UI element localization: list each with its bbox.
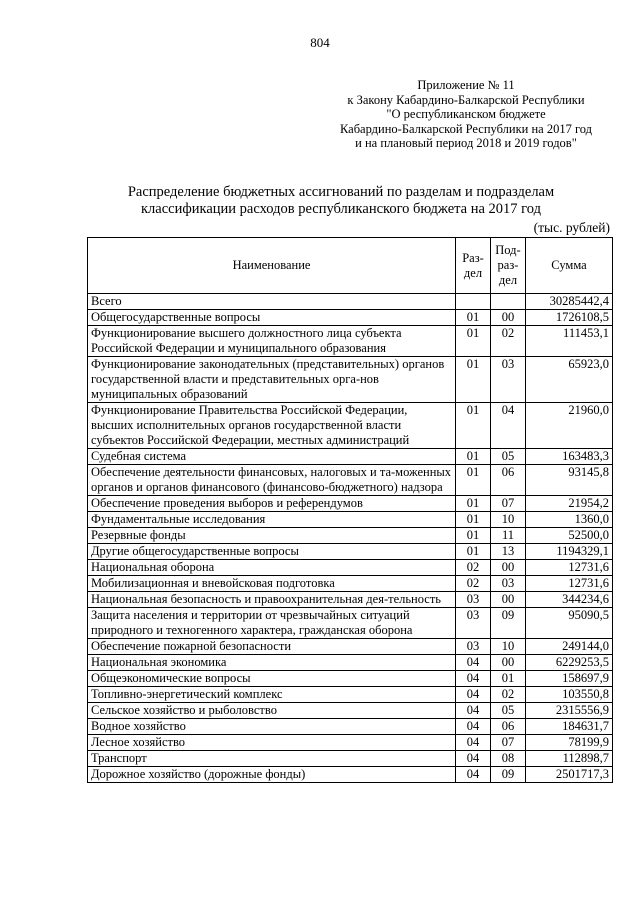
row-sum-cell: 249144,0 [526, 639, 613, 655]
row-sum-cell: 1726108,5 [526, 310, 613, 326]
row-section-cell: 01 [456, 403, 491, 449]
row-name-cell: Водное хозяйство [88, 719, 456, 735]
row-name-cell: Лесное хозяйство [88, 735, 456, 751]
table-row [88, 465, 613, 496]
row-sum-cell: 112898,7 [526, 751, 613, 767]
row-subsection-cell: 05 [491, 449, 526, 465]
row-section-cell: 04 [456, 751, 491, 767]
row-name-cell: Резервные фонды [88, 528, 456, 544]
row-name-cell: Общегосударственные вопросы [88, 310, 456, 326]
appendix-line: Кабардино-Балкарской Республики на 2017 год [339, 121, 593, 136]
table-row [88, 592, 613, 608]
header-name: Наименование [88, 238, 456, 294]
row-subsection-cell: 01 [491, 671, 526, 687]
row-name-cell: Другие общегосударственные вопросы [88, 544, 456, 560]
row-subsection-cell: 03 [491, 357, 526, 403]
row-subsection-cell: 10 [491, 512, 526, 528]
header-sum: Сумма [526, 238, 613, 294]
table-row [88, 357, 613, 403]
row-sum-cell: 21954,2 [526, 496, 613, 512]
title-line: Распределение бюджетных ассигнований по разделам и подразделам [127, 184, 555, 200]
row-sum-cell: 21960,0 [526, 403, 613, 449]
row-name-cell: Мобилизационная и вневойсковая подготовка [88, 576, 456, 592]
row-section-cell: 04 [456, 703, 491, 719]
row-section-cell: 01 [456, 544, 491, 560]
document-title [60, 184, 622, 218]
appendix-line: "О республиканском бюджете [386, 107, 546, 121]
row-name-cell: Всего [88, 294, 456, 310]
table-row [88, 403, 613, 449]
row-sum-cell: 52500,0 [526, 528, 613, 544]
row-subsection-cell: 06 [491, 719, 526, 735]
row-sum-cell: 1360,0 [526, 512, 613, 528]
appendix-line: к Закону Кабардино-Балкарской Республики [347, 92, 585, 107]
row-sum-cell: 184631,7 [526, 719, 613, 735]
table-row [88, 544, 613, 560]
row-section-cell: 01 [456, 449, 491, 465]
table-row [88, 528, 613, 544]
row-subsection-cell: 09 [491, 767, 526, 783]
row-sum-cell: 30285442,4 [526, 294, 613, 310]
row-section-cell: 03 [456, 592, 491, 608]
row-subsection-cell: 11 [491, 528, 526, 544]
row-subsection-cell: 07 [491, 735, 526, 751]
appendix-line: и на плановый период 2018 и 2019 годов" [355, 136, 577, 150]
row-name-cell: Топливно-энергетический комплекс [88, 687, 456, 703]
table-row [88, 326, 613, 357]
table-header-row [88, 238, 613, 294]
row-name-cell: Дорожное хозяйство (дорожные фонды) [88, 767, 456, 783]
row-name-cell: Национальная оборона [88, 560, 456, 576]
row-section-cell: 04 [456, 735, 491, 751]
row-subsection-cell: 00 [491, 592, 526, 608]
page-number: 804 [310, 35, 330, 50]
row-name-cell: Сельское хозяйство и рыболовство [88, 703, 456, 719]
row-name-cell: Фундаментальные исследования [88, 512, 456, 528]
row-sum-cell: 93145,8 [526, 465, 613, 496]
row-sum-cell: 12731,6 [526, 560, 613, 576]
row-section-cell: 04 [456, 687, 491, 703]
table-row [88, 294, 613, 310]
row-name-cell: Обеспечение пожарной безопасности [88, 639, 456, 655]
table-row [88, 512, 613, 528]
row-name-cell: Функционирование законодательных (представительных) органов государственной власти и представительных орга-нов муниципальных образований [88, 357, 456, 403]
row-section-cell: 03 [456, 639, 491, 655]
table-row [88, 496, 613, 512]
row-section-cell: 02 [456, 560, 491, 576]
table-row [88, 703, 613, 719]
table-row [88, 449, 613, 465]
row-name-cell: Функционирование Правительства Российской Федерации, высших исполнительных органов государственной власти субъектов Российской Федерации, местных администраций [88, 403, 456, 449]
row-sum-cell: 158697,9 [526, 671, 613, 687]
row-sum-cell: 6229253,5 [526, 655, 613, 671]
row-section-cell: 04 [456, 719, 491, 735]
row-section-cell: 03 [456, 608, 491, 639]
row-name-cell: Судебная система [88, 449, 456, 465]
table-row [88, 767, 613, 783]
row-section-cell: 01 [456, 465, 491, 496]
table-row [88, 719, 613, 735]
row-section-cell: 01 [456, 528, 491, 544]
row-subsection-cell: 02 [491, 326, 526, 357]
header-section: Раз- дел [456, 238, 491, 294]
row-name-cell: Национальная экономика [88, 655, 456, 671]
row-section-cell: 04 [456, 767, 491, 783]
row-sum-cell: 65923,0 [526, 357, 613, 403]
row-section-cell: 02 [456, 576, 491, 592]
row-sum-cell: 163483,3 [526, 449, 613, 465]
row-section-cell: 01 [456, 357, 491, 403]
row-subsection-cell: 00 [491, 310, 526, 326]
header-subsection: Под- раз- дел [491, 238, 526, 294]
row-section-cell: 04 [456, 655, 491, 671]
row-sum-cell: 2315556,9 [526, 703, 613, 719]
row-name-cell: Транспорт [88, 751, 456, 767]
row-section-cell: 01 [456, 326, 491, 357]
row-sum-cell: 95090,5 [526, 608, 613, 639]
table-row [88, 655, 613, 671]
row-name-cell: Обеспечение деятельности финансовых, налоговых и та-моженных органов и органов финансового (финансово-бюджетного) надзора [88, 465, 456, 496]
table-row [88, 687, 613, 703]
appendix-line: Приложение № 11 [417, 78, 515, 92]
row-subsection-cell: 05 [491, 703, 526, 719]
row-sum-cell: 12731,6 [526, 576, 613, 592]
row-section-cell [456, 294, 491, 310]
table-row [88, 639, 613, 655]
row-sum-cell: 103550,8 [526, 687, 613, 703]
row-name-cell: Обеспечение проведения выборов и референдумов [88, 496, 456, 512]
row-name-cell: Национальная безопасность и правоохранительная дея-тельность [88, 592, 456, 608]
row-name-cell: Общеэкономические вопросы [88, 671, 456, 687]
row-subsection-cell: 09 [491, 608, 526, 639]
table-row [88, 608, 613, 639]
row-subsection-cell: 13 [491, 544, 526, 560]
title-line: классификации расходов республиканского бюджета на 2017 год [141, 201, 541, 217]
table-row [88, 576, 613, 592]
row-subsection-cell [491, 294, 526, 310]
row-sum-cell: 344234,6 [526, 592, 613, 608]
row-section-cell: 01 [456, 496, 491, 512]
row-subsection-cell: 07 [491, 496, 526, 512]
row-subsection-cell: 08 [491, 751, 526, 767]
row-sum-cell: 1194329,1 [526, 544, 613, 560]
table-row [88, 310, 613, 326]
row-section-cell: 01 [456, 512, 491, 528]
row-sum-cell: 2501717,3 [526, 767, 613, 783]
row-name-cell: Функционирование высшего должностного лица субъекта Российской Федерации и муниципального образования [88, 326, 456, 357]
budget-table [87, 237, 613, 783]
row-section-cell: 01 [456, 310, 491, 326]
table-row [88, 751, 613, 767]
table-row [88, 735, 613, 751]
table-row [88, 560, 613, 576]
row-subsection-cell: 00 [491, 655, 526, 671]
row-subsection-cell: 04 [491, 403, 526, 449]
row-subsection-cell: 10 [491, 639, 526, 655]
row-subsection-cell: 03 [491, 576, 526, 592]
table-body [88, 294, 613, 783]
units-label: (тыс. рублей) [533, 220, 610, 235]
row-name-cell: Защита населения и территории от чрезвычайных ситуаций природного и техногенного характера, гражданская оборона [88, 608, 456, 639]
row-subsection-cell: 06 [491, 465, 526, 496]
row-subsection-cell: 02 [491, 687, 526, 703]
table-row [88, 671, 613, 687]
row-sum-cell: 111453,1 [526, 326, 613, 357]
appendix-header [320, 78, 612, 151]
row-section-cell: 04 [456, 671, 491, 687]
row-sum-cell: 78199,9 [526, 735, 613, 751]
row-subsection-cell: 00 [491, 560, 526, 576]
